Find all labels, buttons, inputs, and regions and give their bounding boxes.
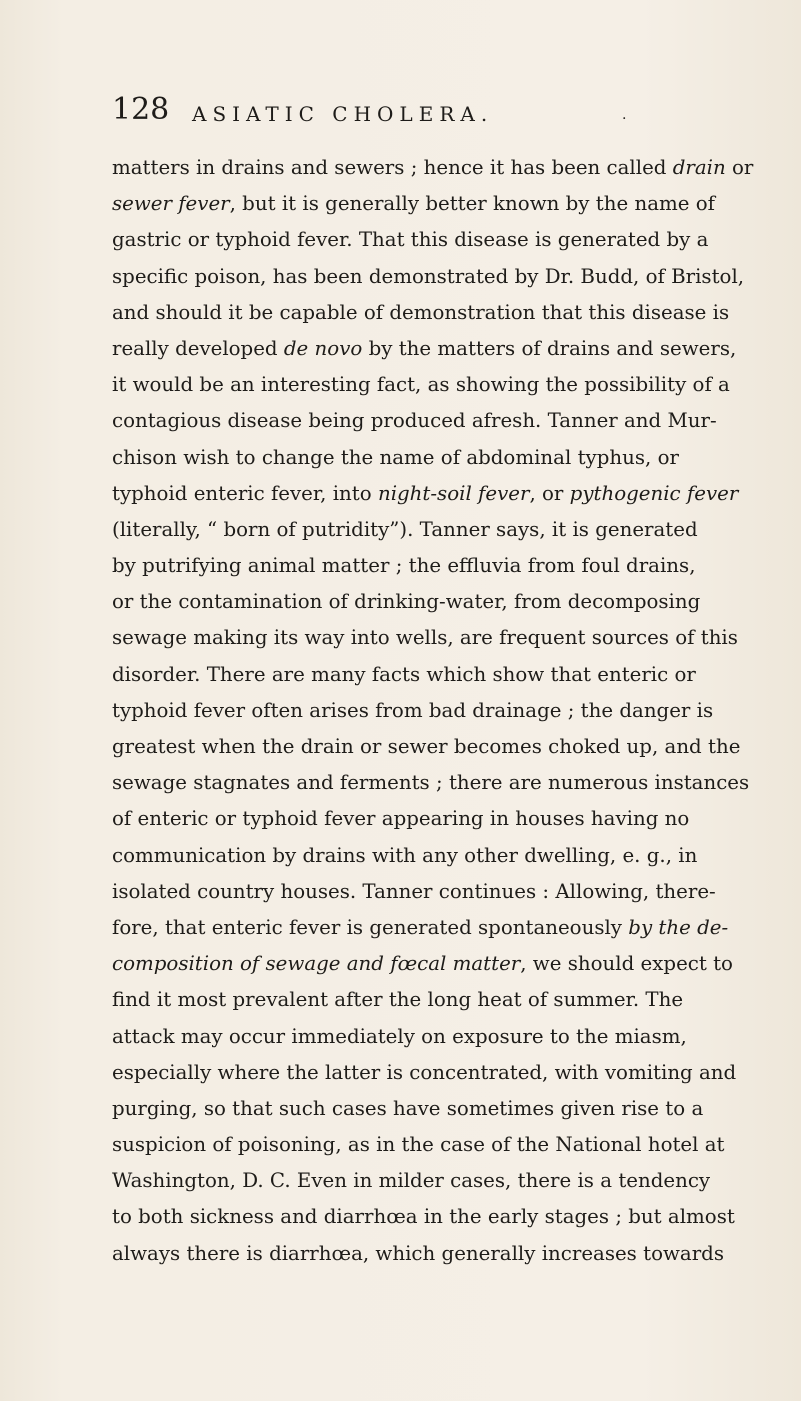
text-run: by the matters of drains and sewers, — [362, 336, 737, 360]
text-run: , we should expect to — [520, 952, 733, 976]
text-line — [112, 186, 800, 222]
text-line — [112, 801, 800, 837]
stray-mark: . — [622, 107, 627, 123]
text-line — [112, 874, 800, 910]
italic-text: de novo — [283, 336, 363, 360]
text-line — [112, 548, 800, 584]
text-line — [112, 476, 800, 512]
text-run: , but it is generally better known by the name of — [229, 192, 715, 216]
text-line — [112, 910, 800, 946]
text-line — [112, 982, 800, 1018]
text-line — [112, 259, 800, 295]
text-line — [112, 1091, 800, 1127]
text-line — [112, 1163, 800, 1199]
text-run: chison wish to change the name of abdominal typhus, or — [112, 445, 679, 469]
text-line — [112, 729, 800, 765]
text-line — [112, 222, 800, 258]
text-run: gastric or typhoid fever. That this disease is generated by a — [112, 228, 709, 252]
text-run: and should it be capable of demonstration that this disease is — [112, 300, 730, 324]
text-line — [112, 838, 800, 874]
text-line — [112, 946, 800, 982]
text-line — [112, 403, 800, 439]
text-run: really developed — [112, 336, 284, 360]
text-line — [112, 295, 800, 331]
text-run: specific poison, has been demonstrated by Dr. Budd, of Bristol, — [112, 264, 745, 288]
text-run: of enteric or typhoid fever appearing in houses having no — [112, 807, 690, 831]
text-run: it would be an interesting fact, as showing the possibility of a — [112, 373, 730, 397]
italic-text: drain — [672, 156, 726, 179]
italic-text: by the de- — [628, 915, 729, 939]
text-line — [112, 1236, 800, 1272]
page-number: 128 — [112, 92, 170, 127]
text-run: especially where the latter is concentrated, with vomiting and — [112, 1060, 737, 1084]
text-run: attack may occur immediately on exposure to the miasm, — [112, 1024, 687, 1048]
body-text — [112, 150, 800, 1272]
text-run: to both sickness and diarrhœa in the early stages ; but almost — [112, 1205, 735, 1229]
text-run: purging, so that such cases have sometimes given rise to a — [112, 1096, 704, 1120]
text-line — [112, 1199, 800, 1235]
text-run: always there is diarrhœa, which generally increases towards — [112, 1241, 724, 1265]
text-run: disorder. There are many facts which show that enteric or — [112, 662, 696, 686]
text-run: suspicion of poisoning, as in the case of the National hotel at — [112, 1133, 725, 1157]
italic-text: sewer fever — [112, 192, 230, 216]
text-run: (literally, “ born of putridity”). Tanner says, it is generated — [112, 517, 698, 541]
text-run: matters in drains and sewers ; hence it has been called — [112, 156, 673, 179]
text-line — [112, 512, 800, 548]
text-run: find it most prevalent after the long heat of summer. The — [112, 988, 684, 1012]
text-line — [112, 657, 800, 693]
text-run: isolated country houses. Tanner continues : Allowing, there- — [112, 879, 716, 903]
text-line — [112, 440, 800, 476]
text-line — [112, 150, 800, 186]
text-line — [112, 331, 800, 367]
text-run: , or — [529, 481, 570, 505]
italic-text: composition of sewage and fœcal matter — [112, 952, 521, 976]
text-run: or — [725, 156, 754, 179]
text-run: sewage making its way into wells, are frequent sources of this — [112, 626, 738, 650]
text-run: sewage stagnates and ferments ; there are numerous instances — [112, 771, 750, 795]
page-header — [112, 92, 722, 132]
text-run: typhoid fever often arises from bad drainage ; the danger is — [112, 698, 714, 722]
text-line — [112, 620, 800, 656]
text-run: greatest when the drain or sewer becomes choked up, and the — [112, 735, 741, 758]
italic-text: night-soil fever — [377, 481, 530, 505]
running-title: ASIATIC CHOLERA. — [192, 102, 494, 126]
text-line — [112, 693, 800, 729]
text-line — [112, 1127, 800, 1163]
text-run: by putrifying animal matter ; the effluvia from foul drains, — [112, 554, 696, 578]
text-run: typhoid enteric fever, into — [112, 481, 378, 505]
text-run: Washington, D. C. Even in milder cases, there is a tendency — [112, 1169, 711, 1193]
text-run: or the contamination of drinking-water, from decomposing — [112, 590, 701, 614]
italic-text: pythogenic fever — [569, 481, 739, 505]
text-run: contagious disease being produced afresh. Tanner and Mur- — [112, 409, 717, 433]
text-run: fore, that enteric fever is generated spontaneously — [112, 915, 629, 939]
text-line — [112, 584, 800, 620]
text-run: communication by drains with any other dwelling, e. g., in — [112, 843, 698, 867]
text-line — [112, 1019, 800, 1055]
text-line — [112, 1055, 800, 1091]
text-line — [112, 765, 800, 801]
text-line — [112, 367, 800, 403]
